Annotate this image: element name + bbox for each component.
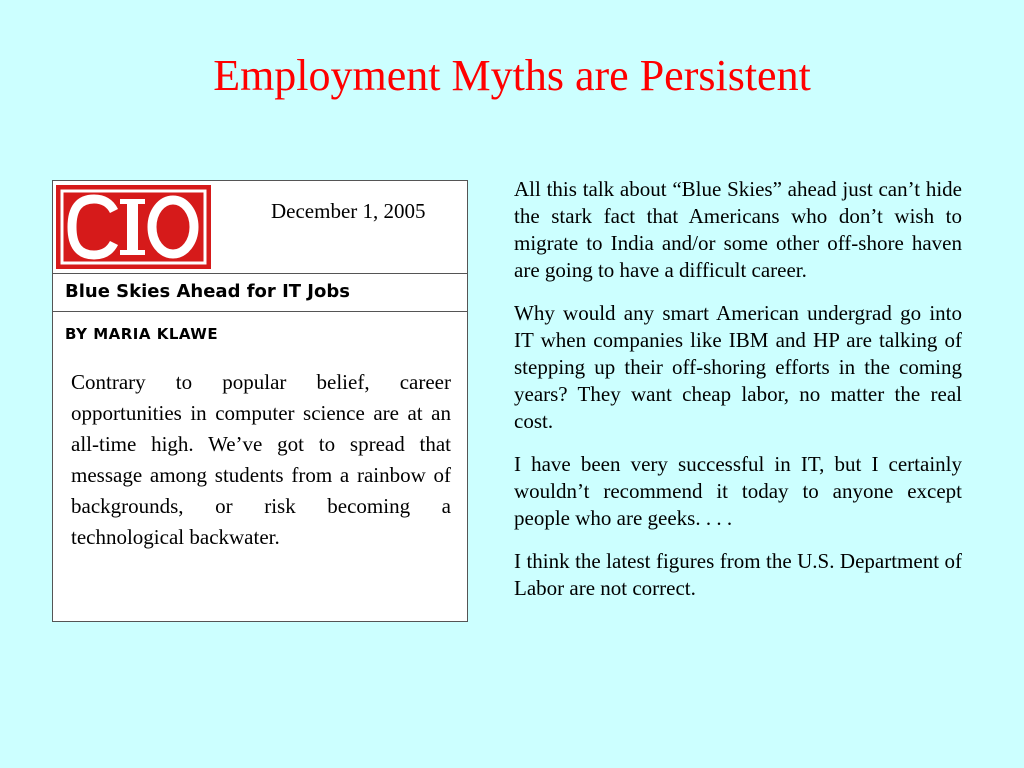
article-lead: Contrary to popular belief, career opportunities in computer science are at an all-time high. We’ve got to spread that message among students from a rainbow of backgrounds, or risk becoming a technological backwater. — [71, 370, 451, 549]
cio-logo — [56, 185, 211, 269]
article-byline: BY MARIA KLAWE — [65, 325, 219, 343]
commentary-paragraph: Why would any smart American undergrad go into IT when companies like IBM and HP are talking of stepping up their off-shoring efforts in the coming years? They want cheap labor, no matter the real cost. — [514, 301, 962, 433]
article-clipping — [52, 180, 468, 622]
divider — [53, 311, 467, 312]
divider — [53, 273, 467, 274]
commentary — [514, 176, 962, 618]
article-date: December 1, 2005 — [271, 199, 426, 223]
commentary-paragraph: I have been very successful in IT, but I certainly wouldn’t recommend it today to anyone except people who are geeks. . . . — [514, 452, 962, 530]
cio-logo-graphic — [56, 185, 211, 269]
commentary-paragraph: All this talk about “Blue Skies” ahead just can’t hide the stark fact that Americans who don’t wish to migrate to India and/or some other off-shore haven are going to have a difficult career. — [514, 177, 962, 282]
commentary-paragraph: I think the latest figures from the U.S. Department of Labor are not correct. — [514, 549, 962, 600]
slide-title: Employment Myths are Persistent — [213, 51, 811, 100]
article-headline: Blue Skies Ahead for IT Jobs — [65, 281, 350, 302]
